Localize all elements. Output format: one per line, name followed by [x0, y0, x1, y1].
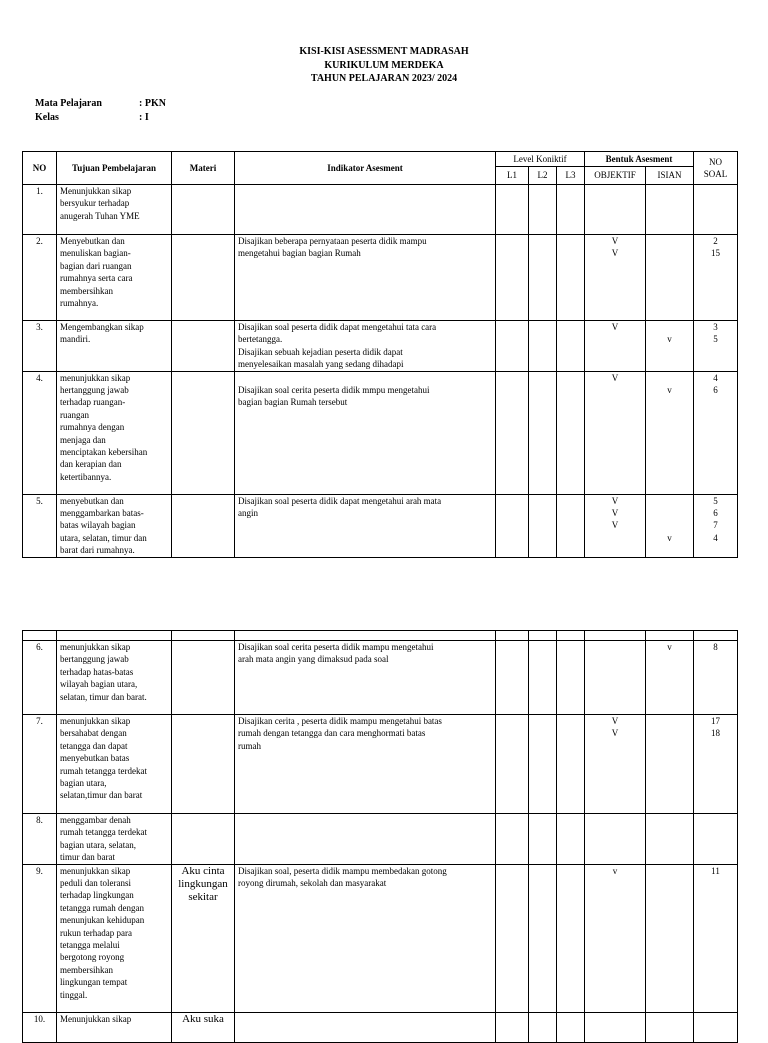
objektif-cell	[585, 641, 646, 715]
tujuan-cell-line: rumahnya dengan	[60, 422, 125, 433]
level-l2-cell	[529, 864, 557, 1012]
nosoal-cell	[694, 321, 738, 372]
tujuan-cell-line: Menyebutkan dan	[60, 236, 125, 246]
objektif-cell	[585, 371, 646, 494]
tujuan-cell-line: menjaga dan	[60, 434, 106, 445]
isian-cell	[646, 1012, 694, 1042]
materi-cell	[172, 185, 235, 235]
isian-cell	[646, 235, 694, 321]
tujuan-cell-line: menyebutkan batas	[60, 753, 130, 764]
nosoal-cell	[694, 814, 738, 865]
materi-cell-line: Aku cinta	[181, 864, 225, 877]
tujuan-cell	[57, 494, 172, 557]
row-number: 4.	[23, 371, 57, 494]
indikator-cell	[235, 864, 496, 1012]
materi-cell-line: Aku suka	[182, 1012, 224, 1025]
tujuan-cell-line: terhadap ruangan-	[60, 397, 126, 408]
meta-class	[35, 111, 149, 124]
tujuan-cell-line: mandiri.	[60, 334, 91, 345]
meta-subject	[35, 97, 166, 110]
isian-cell	[646, 321, 694, 372]
isian-cell-line	[649, 495, 690, 507]
materi-cell	[172, 864, 235, 1012]
tujuan-cell-line: rukun terhadap para	[60, 927, 132, 938]
isian-cell-line	[649, 372, 690, 384]
col-nosoal-line1: NO	[709, 156, 723, 167]
materi-cell	[172, 641, 235, 715]
indikator-cell	[235, 494, 496, 557]
row-number: 5.	[23, 494, 57, 557]
col-bentuk-header: Bentuk Asesment	[585, 152, 694, 167]
objektif-cell-line: V	[611, 520, 619, 531]
materi-cell	[172, 715, 235, 814]
tujuan-cell-line: bagian dari ruangan	[60, 260, 132, 271]
objektif-cell-line: V	[611, 372, 619, 383]
indikator-cell-line: royong dirumah, sekolah dan masyarakat	[238, 878, 387, 889]
col-level-header: Level Koniktif	[496, 152, 585, 167]
nosoal-cell	[694, 494, 738, 557]
level-l1-cell	[496, 1012, 529, 1042]
level-l3-cell	[557, 321, 585, 372]
table-row	[23, 814, 738, 865]
level-l3-cell	[557, 1012, 585, 1042]
tujuan-cell-line: selatan, timur dan barat.	[60, 691, 147, 702]
tujuan-cell-line: menunjukkan sikap	[60, 865, 131, 876]
isian-cell-line: v	[667, 532, 672, 543]
objektif-cell-line: V	[611, 728, 619, 739]
col-nosoal-line2: SOAL	[703, 169, 728, 179]
indikator-cell-line: rumah dengan tetangga dan cara menghormati batas	[238, 728, 426, 739]
col-objektif-header: OBJEKTIF	[585, 167, 646, 185]
nosoal-cell-line: 15	[711, 248, 721, 259]
indikator-cell	[235, 1012, 496, 1042]
tujuan-cell-line: tetangga melalui	[60, 940, 120, 951]
tujuan-cell-line: batas wilayah bagian	[60, 520, 136, 531]
isian-cell	[646, 494, 694, 557]
table-row	[23, 494, 738, 557]
meta-class-value: : I	[139, 112, 149, 123]
nosoal-cell-line: 6	[713, 508, 718, 519]
tujuan-cell-line: dan kerapian dan	[60, 459, 122, 470]
meta-class-label: Kelas	[35, 112, 59, 123]
tujuan-cell-line: terhadap hatas-batas	[60, 666, 134, 677]
tujuan-cell-line: peduli dan toleransi	[60, 878, 131, 889]
tujuan-cell	[57, 185, 172, 235]
doc-subtitle-year: TAHUN PELAJARAN 2023/ 2024	[310, 73, 458, 84]
tujuan-cell	[57, 1012, 172, 1042]
doc-subtitle-curriculum: KURIKULUM MERDEKA	[324, 60, 444, 71]
indikator-cell-line: bertetangga.	[238, 334, 283, 345]
nosoal-cell	[694, 235, 738, 321]
level-l3-cell	[557, 185, 585, 235]
tujuan-cell-line: menunjukan kehidupan	[60, 915, 145, 926]
col-materi-header: Materi	[172, 152, 235, 185]
indikator-cell-line: bagian bagian Rumah tersebut	[238, 397, 348, 408]
tujuan-cell-line: bagian utara, selatan,	[60, 839, 136, 850]
nosoal-cell-line: 11	[711, 865, 720, 876]
indikator-cell	[235, 814, 496, 865]
tujuan-cell-line: bersyukur terhadap	[60, 198, 130, 209]
materi-cell	[172, 321, 235, 372]
indikator-cell-line: Disajikan soal, peserta didik mampu membedakan gotong	[238, 865, 447, 876]
tujuan-cell-line: tetangga rumah dengan	[60, 902, 144, 913]
materi-cell	[172, 371, 235, 494]
isian-cell-line: v	[667, 385, 672, 396]
table-row	[23, 1012, 738, 1042]
level-l1-cell	[496, 715, 529, 814]
indikator-cell	[235, 235, 496, 321]
meta-subject-value: : PKN	[139, 98, 166, 109]
tujuan-cell-line: wilayah bagian utara,	[60, 679, 138, 690]
tujuan-cell	[57, 371, 172, 494]
indikator-cell-line	[238, 372, 492, 384]
indikator-cell-line: Disajikan soal cerita peserta didik mampu mengetahui	[238, 642, 434, 652]
materi-cell	[172, 494, 235, 557]
tujuan-cell	[57, 321, 172, 372]
tujuan-cell	[57, 715, 172, 814]
objektif-cell	[585, 1012, 646, 1042]
indikator-cell-line: arah mata angin yang dimaksud pada soal	[238, 654, 389, 665]
tujuan-cell-line: bagian utara,	[60, 778, 107, 789]
objektif-cell	[585, 235, 646, 321]
col-indikator-header: Indikator Asesment	[235, 152, 496, 185]
tujuan-cell-line: bersahabat dengan	[60, 728, 127, 739]
level-l3-cell	[557, 371, 585, 494]
row-number: 2.	[23, 235, 57, 321]
indikator-cell-line: Disajikan beberapa pernyataan peserta didik mampu	[238, 236, 427, 246]
objektif-cell-line: V	[611, 716, 619, 726]
col-tujuan-header: Tujuan Pembelajaran	[57, 152, 172, 185]
nosoal-cell	[694, 641, 738, 715]
level-l2-cell	[529, 494, 557, 557]
materi-cell	[172, 1012, 235, 1042]
tujuan-cell	[57, 235, 172, 321]
isian-cell-line	[649, 519, 690, 531]
isian-cell	[646, 864, 694, 1012]
tujuan-cell-line: rumahnya.	[60, 298, 99, 309]
nosoal-cell-line: 3	[713, 322, 718, 332]
tujuan-cell-line: membersihkan	[60, 964, 113, 975]
assessment-table-page-2	[22, 630, 738, 1043]
tujuan-cell	[57, 814, 172, 865]
level-l2-cell	[529, 814, 557, 865]
tujuan-cell-line: Menunjukkan sikap	[60, 186, 132, 196]
row-number: 3.	[23, 321, 57, 372]
row-number: 9.	[23, 864, 57, 1012]
nosoal-cell	[694, 185, 738, 235]
nosoal-cell-line: 8	[713, 642, 718, 652]
isian-cell-line	[649, 507, 690, 519]
objektif-cell-line: V	[611, 322, 619, 332]
tujuan-cell-line: bertanggung jawab	[60, 654, 129, 665]
objektif-cell	[585, 814, 646, 865]
tujuan-cell-line: rumahnya serta cara	[60, 273, 133, 284]
tujuan-cell-line: Menunjukkan sikap	[60, 1013, 132, 1024]
isian-cell	[646, 371, 694, 494]
indikator-cell	[235, 641, 496, 715]
isian-cell	[646, 641, 694, 715]
tujuan-cell-line: anugerah Tuhan YME	[60, 210, 140, 221]
level-l1-cell	[496, 641, 529, 715]
tujuan-cell-line: tinggal.	[60, 989, 88, 1000]
isian-cell	[646, 715, 694, 814]
continuation-header-row	[23, 631, 738, 641]
level-l2-cell	[529, 1012, 557, 1042]
tujuan-cell-line: barat dari rumahnya.	[60, 545, 135, 556]
objektif-cell-line: V	[611, 508, 619, 519]
materi-cell	[172, 235, 235, 321]
tujuan-cell	[57, 641, 172, 715]
table-body-page-1	[23, 185, 738, 558]
tujuan-cell-line: menunjukkan sikap	[60, 716, 131, 726]
level-l1-cell	[496, 814, 529, 865]
level-l2-cell	[529, 641, 557, 715]
objektif-cell-line: V	[611, 248, 619, 259]
tujuan-cell	[57, 864, 172, 1012]
objektif-cell-line: V	[611, 495, 619, 506]
level-l3-cell	[557, 715, 585, 814]
level-l3-cell	[557, 494, 585, 557]
level-l3-cell	[557, 864, 585, 1012]
indikator-cell-line: Disajikan soal peserta didik dapat mengetahui tata cara	[238, 322, 437, 332]
tujuan-cell-line: terhadap lingkungan	[60, 890, 134, 901]
doc-title: KISI-KISI ASESSMENT MADRASAH	[299, 46, 469, 57]
nosoal-cell	[694, 715, 738, 814]
tujuan-cell-line: rumah tetangga terdekat	[60, 765, 147, 776]
nosoal-cell-line: 17	[711, 716, 720, 726]
nosoal-cell	[694, 864, 738, 1012]
isian-cell-line: v	[667, 334, 672, 345]
table-row	[23, 371, 738, 494]
indikator-cell	[235, 715, 496, 814]
col-l1-header: L1	[496, 167, 529, 185]
nosoal-cell-line: 5	[713, 495, 718, 506]
level-l3-cell	[557, 814, 585, 865]
isian-cell-line: v	[667, 642, 672, 652]
objektif-cell-line: v	[612, 865, 618, 876]
level-l1-cell	[496, 371, 529, 494]
row-number: 8.	[23, 814, 57, 865]
indikator-cell	[235, 185, 496, 235]
objektif-cell	[585, 321, 646, 372]
tujuan-cell-line: menuliskan bagian-	[60, 248, 131, 259]
nosoal-cell-line: 4	[713, 532, 718, 543]
row-number: 10.	[23, 1012, 57, 1042]
objektif-cell	[585, 864, 646, 1012]
level-l2-cell	[529, 185, 557, 235]
tujuan-cell-line: menunjukkan sikap	[60, 372, 131, 383]
materi-cell-line: sekitar	[188, 890, 218, 903]
row-number: 1.	[23, 185, 57, 235]
col-nosoal-header	[694, 152, 738, 185]
tujuan-cell-line: ketertibannya.	[60, 471, 112, 482]
table-row	[23, 641, 738, 715]
nosoal-cell-line: 6	[713, 385, 718, 396]
col-l3-header: L3	[557, 167, 585, 185]
table-row	[23, 235, 738, 321]
nosoal-cell-line: 5	[713, 334, 718, 345]
materi-cell-line: lingkungan	[178, 877, 228, 890]
tujuan-cell-line: Mengembangkan sikap	[60, 322, 144, 332]
materi-cell	[172, 814, 235, 865]
col-l2-header: L2	[529, 167, 557, 185]
nosoal-cell-line: 7	[713, 520, 718, 531]
nosoal-cell	[694, 1012, 738, 1042]
tujuan-cell-line: menunjukkan sikap	[60, 642, 131, 652]
assessment-table-page-1	[22, 151, 738, 558]
row-number: 7.	[23, 715, 57, 814]
tujuan-cell-line: utara, selatan, timur dan	[60, 532, 147, 543]
table-body-page-2	[23, 631, 738, 1043]
level-l2-cell	[529, 715, 557, 814]
indikator-cell	[235, 321, 496, 372]
level-l1-cell	[496, 185, 529, 235]
table-row	[23, 715, 738, 814]
meta-subject-label: Mata Pelajaran	[35, 98, 102, 109]
nosoal-cell-line: 2	[713, 236, 718, 246]
tujuan-cell-line: hertanggung jawab	[60, 385, 129, 396]
level-l1-cell	[496, 321, 529, 372]
tujuan-cell-line: timur dan barat	[60, 852, 115, 863]
nosoal-cell	[694, 371, 738, 494]
level-l2-cell	[529, 235, 557, 321]
isian-cell-line	[649, 321, 690, 333]
level-l2-cell	[529, 321, 557, 372]
indikator-cell-line: Disajikan sebuah kejadian peserta didik dapat	[238, 346, 403, 357]
indikator-cell-line: Disajikan soal peserta didik dapat mengetahui arah mata	[238, 495, 442, 506]
indikator-cell-line: angin	[238, 508, 258, 519]
table-row	[23, 321, 738, 372]
level-l1-cell	[496, 235, 529, 321]
tujuan-cell-line: lingkungan tempat	[60, 977, 128, 988]
indikator-cell-line: menyelesaikan masalah yang sedang dihadapi	[238, 359, 404, 370]
nosoal-cell-line: 18	[711, 728, 720, 739]
isian-cell	[646, 814, 694, 865]
nosoal-cell-line: 4	[713, 372, 718, 383]
indikator-cell-line: Disajikan cerita , peserta didik mampu mengetahui batas	[238, 716, 442, 726]
tujuan-cell-line: ruangan	[60, 409, 89, 420]
row-number: 6.	[23, 641, 57, 715]
indikator-cell-line: rumah	[238, 740, 261, 751]
tujuan-cell-line: bergotong royong	[60, 952, 125, 963]
indikator-cell	[235, 371, 496, 494]
objektif-cell	[585, 715, 646, 814]
tujuan-cell-line: rumah tetangga terdekat	[60, 827, 147, 838]
level-l3-cell	[557, 235, 585, 321]
tujuan-cell-line: menciptakan kebersihan	[60, 447, 148, 458]
tujuan-cell-line: tetangga dan dapat	[60, 740, 128, 751]
level-l1-cell	[496, 864, 529, 1012]
tujuan-cell-line: selatan,timur dan barat	[60, 790, 143, 801]
indikator-cell-line: mengetahui bagian bagian Rumah	[238, 248, 361, 259]
isian-cell	[646, 185, 694, 235]
objektif-cell	[585, 494, 646, 557]
level-l3-cell	[557, 641, 585, 715]
level-l1-cell	[496, 494, 529, 557]
level-l2-cell	[529, 371, 557, 494]
col-no-header: NO	[23, 152, 57, 185]
tujuan-cell-line: menggambar denah	[60, 815, 131, 825]
objektif-cell	[585, 185, 646, 235]
indikator-cell-line: Disajikan soal cerita peserta didik mmpu mengetahui	[238, 385, 430, 396]
table-row	[23, 864, 738, 1012]
col-isian-header: ISIAN	[646, 167, 694, 185]
tujuan-cell-line: menyebutkan dan	[60, 495, 124, 506]
tujuan-cell-line: membersihkan	[60, 285, 113, 296]
table-row	[23, 185, 738, 235]
tujuan-cell-line: menggambarkan batas-	[60, 508, 144, 519]
objektif-cell-line: V	[611, 236, 619, 246]
